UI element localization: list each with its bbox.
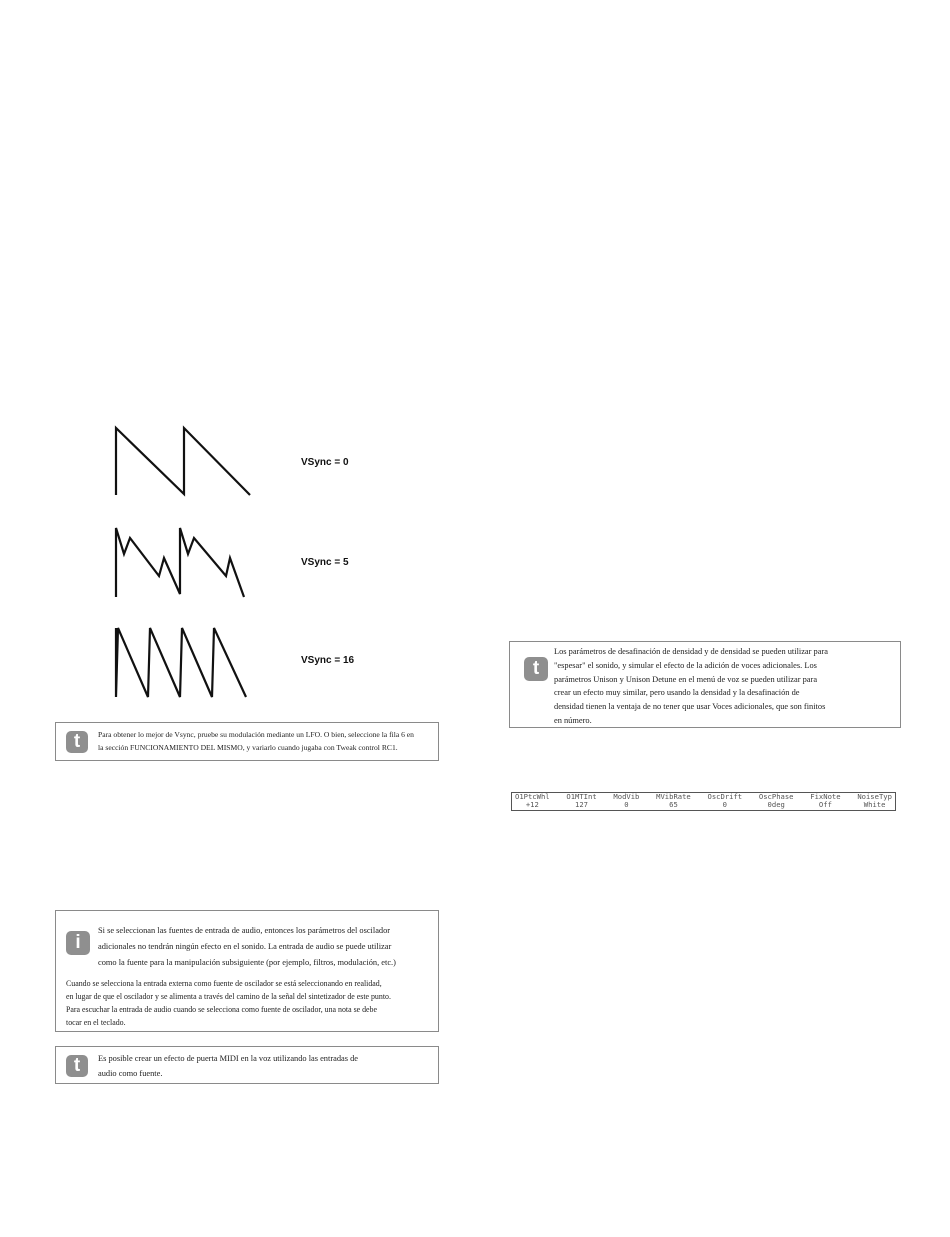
lcd-cell	[708, 793, 743, 810]
lcd-param-name: OscDrift	[707, 792, 743, 801]
lcd-cell	[759, 793, 794, 810]
lcd-cell	[857, 793, 892, 810]
lcd-param-name: FixNote	[810, 792, 841, 801]
lcd-param-value: Off	[818, 800, 832, 809]
tip-vsync-box	[55, 722, 439, 761]
tip-midi-gate-text: Es posible crear un efecto de puerta MIDI en la voz utilizando las entradas de audio como fuente.	[98, 1054, 358, 1078]
vsync-16-label: VSync = 16	[301, 655, 355, 666]
lcd-param-value: 0	[722, 800, 727, 809]
tip-icon: t	[66, 731, 88, 753]
vsync-5-label: VSync = 5	[301, 557, 349, 568]
lcd-param-value: 0deg	[767, 800, 785, 809]
vsync-5-waveform	[104, 522, 254, 602]
lcd-cell	[515, 793, 550, 810]
vsync-0-label: VSync = 0	[301, 457, 349, 468]
lcd-param-value: 65	[669, 800, 678, 809]
tip-density-text: Los parámetros de desafinación de densidad y de densidad se pueden utilizar para "espesar" el sonido, y simular el efecto de la adición de voces adicionales. Los parámetros Unison y Unison Detune en el menú de voz se pueden utilizar para crear un efecto muy similar, pero usando la densidad y la desafinación de densidad tienen la ventaja de no tener que usar Voces adicionales, que son finitos en número.	[554, 647, 828, 725]
info-icon: i	[66, 931, 90, 955]
lcd-param-name: OscPhase	[758, 792, 794, 801]
lcd-display	[511, 792, 896, 811]
lcd-cell	[566, 793, 596, 810]
info-audio-box	[55, 910, 439, 1032]
vsync-0-waveform	[108, 422, 258, 502]
lcd-cell	[613, 793, 639, 810]
tip-icon: t	[524, 657, 548, 681]
lcd-param-value: White	[863, 800, 886, 809]
vsync-16-waveform	[108, 622, 258, 702]
lcd-param-name: O1MTInt	[566, 792, 597, 801]
lcd-param-name: MVibRate	[656, 792, 691, 801]
lcd-param-name: NoiseTyp	[857, 792, 892, 801]
tip-density-box	[509, 641, 901, 728]
tip-midi-gate-box	[55, 1046, 439, 1084]
lcd-cell	[810, 793, 840, 810]
lcd-cell	[656, 793, 691, 810]
info-audio-body: Cuando se selecciona la entrada externa como fuente de oscilador se está seleccionando en realidad, en lugar de que el oscilador y se alimenta a través del camino de la señal del sintetizador de este punto. Para escuchar la entrada de audio cuando se selecciona como fuente de oscilador, una nota se debe tocar en el teclado.	[66, 979, 391, 1027]
tip-vsync-text: Para obtener lo mejor de Vsync, pruebe su modulación mediante un LFO. O bien, seleccione la fila 6 en la sección FUNCIONAMIENTO DEL MISMO, y variarlo cuando jugaba con Tweak control RC1.	[98, 730, 414, 752]
lcd-param-value: 127	[575, 800, 589, 809]
tip-icon: t	[66, 1055, 88, 1077]
lcd-param-name: O1PtcWhl	[515, 792, 550, 801]
lcd-param-name: ModVib	[613, 792, 640, 801]
lcd-param-value: +12	[525, 800, 539, 809]
info-audio-text: Si se seleccionan las fuentes de entrada de audio, entonces los parámetros del oscilador adicionales no tendrán ningún efecto en el sonido. La entrada de audio se puede utilizar como la fuente para la manipulación subsiguiente (por ejemplo, filtros, modulación, etc.)	[98, 926, 396, 967]
lcd-param-value: 0	[624, 800, 629, 809]
